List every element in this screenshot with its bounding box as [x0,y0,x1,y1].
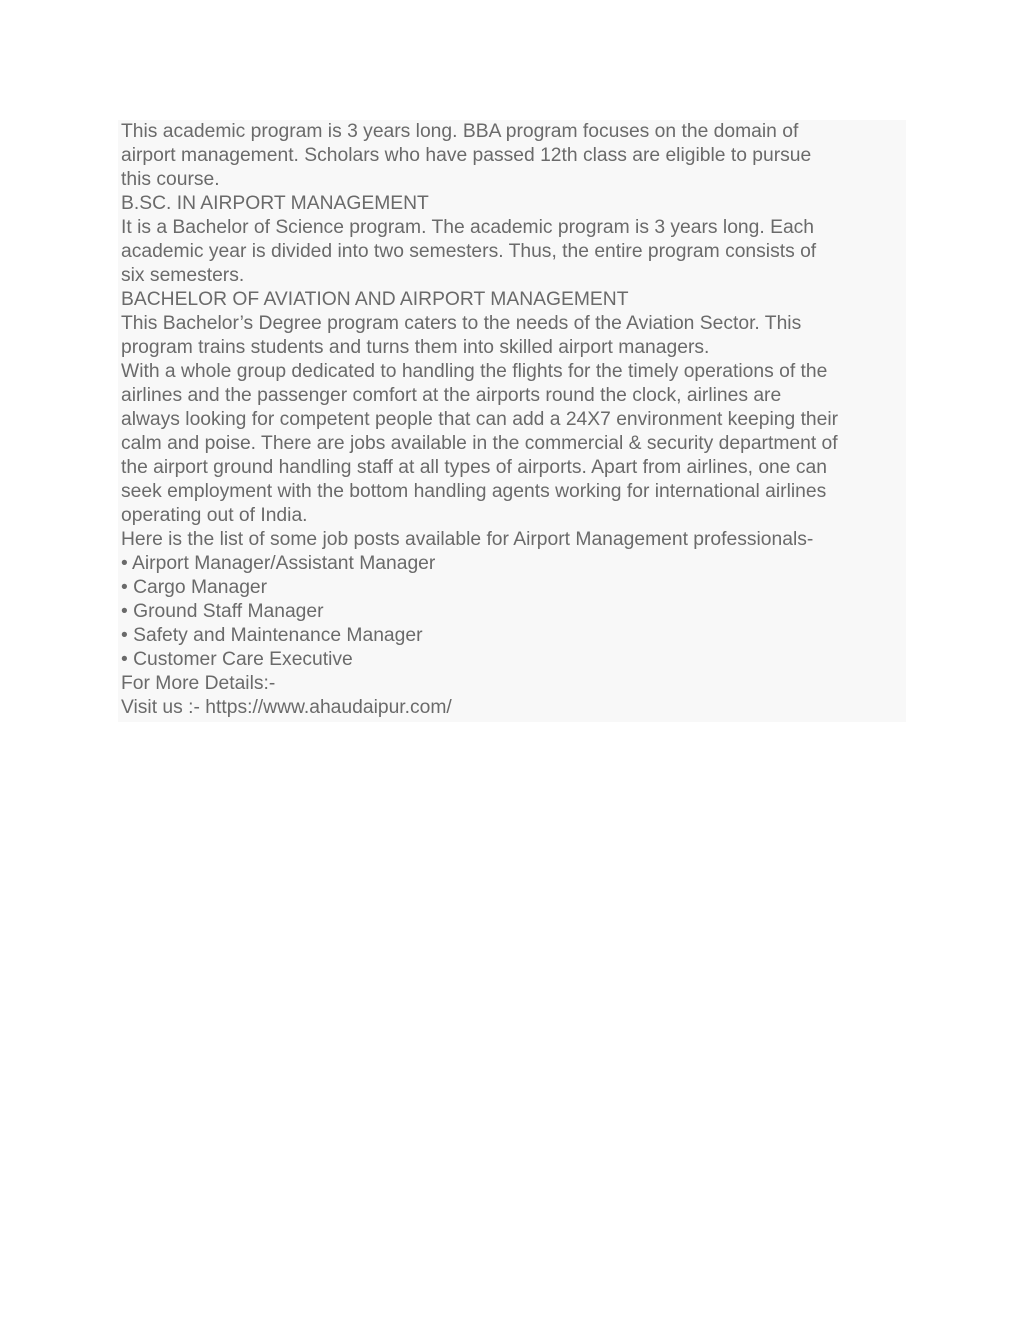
list-item: • Cargo Manager [121,577,268,598]
careers-paragraph [121,360,906,528]
text-line: academic year is divided into two semesters. Thus, the entire program consists of [121,241,817,262]
text-line: seek employment with the bottom handling agents working for international airlines [121,481,827,502]
bsc-heading: B.SC. IN AIRPORT MANAGEMENT [121,193,429,214]
text-line: operating out of India. [121,505,308,526]
text-line: airport management. Scholars who have passed 12th class are eligible to pursue [121,145,812,166]
bba-paragraph [121,120,906,192]
more-details [121,672,906,696]
list-item: • Customer Care Executive [121,649,353,670]
text-line: This Bachelor’s Degree program caters to the needs of the Aviation Sector. This [121,313,802,334]
text-line: Visit us :- https://www.ahaudaipur.com/ [121,697,452,718]
jobs-intro [121,528,906,552]
text-line: calm and poise. There are jobs available in the commercial & security department of [121,433,838,454]
bachelor-aviation-paragraph [121,312,906,360]
text-line: this course. [121,169,220,190]
bsc-paragraph [121,216,906,288]
list-item: • Airport Manager/Assistant Manager [121,553,436,574]
list-item: • Safety and Maintenance Manager [121,625,423,646]
text-line: This academic program is 3 years long. BBA program focuses on the domain of [121,121,799,142]
text-line: always looking for competent people that can add a 24X7 environment keeping their [121,409,839,430]
text-line: program trains students and turns them into skilled airport managers. [121,337,710,358]
text-line: Here is the list of some job posts available for Airport Management professionals- [121,529,814,550]
text-line: With a whole group dedicated to handling the flights for the timely operations of the [121,361,828,382]
job-list [121,552,906,672]
content-block [118,120,906,722]
text-line: the airport ground handling staff at all types of airports. Apart from airlines, one can [121,457,827,478]
list-item: • Ground Staff Manager [121,601,324,622]
text-line: airlines and the passenger comfort at the airports round the clock, airlines are [121,385,782,406]
text-line: It is a Bachelor of Science program. The academic program is 3 years long. Each [121,217,815,238]
text-line: For More Details:- [121,673,276,694]
text-line: six semesters. [121,265,245,286]
visit-us [121,696,906,720]
bachelor-aviation-heading: BACHELOR OF AVIATION AND AIRPORT MANAGEMENT [121,289,629,310]
